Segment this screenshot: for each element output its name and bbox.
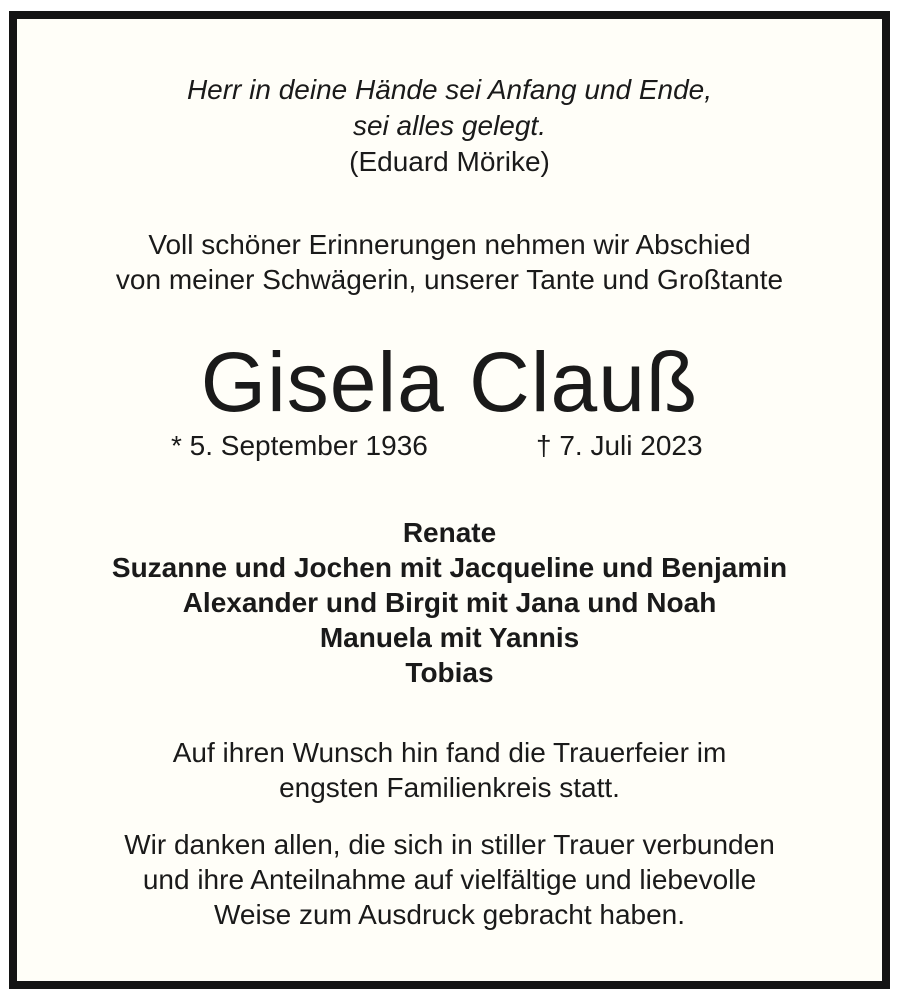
life-dates [17,429,882,463]
birth-date: * 5. September 1936 [171,430,428,461]
motto-author: (Eduard Mörike) [349,146,550,177]
deceased-name: Gisela Clauß [200,335,699,429]
funeral-note-line-1: Auf ihren Wunsch hin fand die Trauerfeier im [172,737,727,768]
thanks-line-2: und ihre Anteilnahme auf vielfältige und liebevolle [142,864,757,895]
mourner-manuela: Manuela mit Yannis [319,622,580,653]
obituary-notice [9,11,890,989]
motto-line-2: sei alles gelegt. [352,110,546,141]
mourner-tobias: Tobias [405,657,494,688]
intro-line-2: von meiner Schwägerin, unserer Tante und Großtante [115,264,784,295]
death-date: † 7. Juli 2023 [536,430,703,461]
mourner-renate: Renate [402,517,497,548]
motto-line-1: Herr in deine Hände sei Anfang und Ende, [186,74,713,105]
thanks-line-3: Weise zum Ausdruck gebracht haben. [213,899,686,930]
funeral-note-line-2: engsten Familienkreis statt. [279,772,620,803]
mourner-suzanne-jochen: Suzanne und Jochen mit Jacqueline und Benjamin [111,552,788,583]
intro-line-1: Voll schöner Erinnerungen nehmen wir Abschied [148,229,751,260]
mourner-alexander-birgit: Alexander und Birgit mit Jana und Noah [182,587,717,618]
thanks-line-1: Wir danken allen, die sich in stiller Trauer verbunden [124,829,775,860]
